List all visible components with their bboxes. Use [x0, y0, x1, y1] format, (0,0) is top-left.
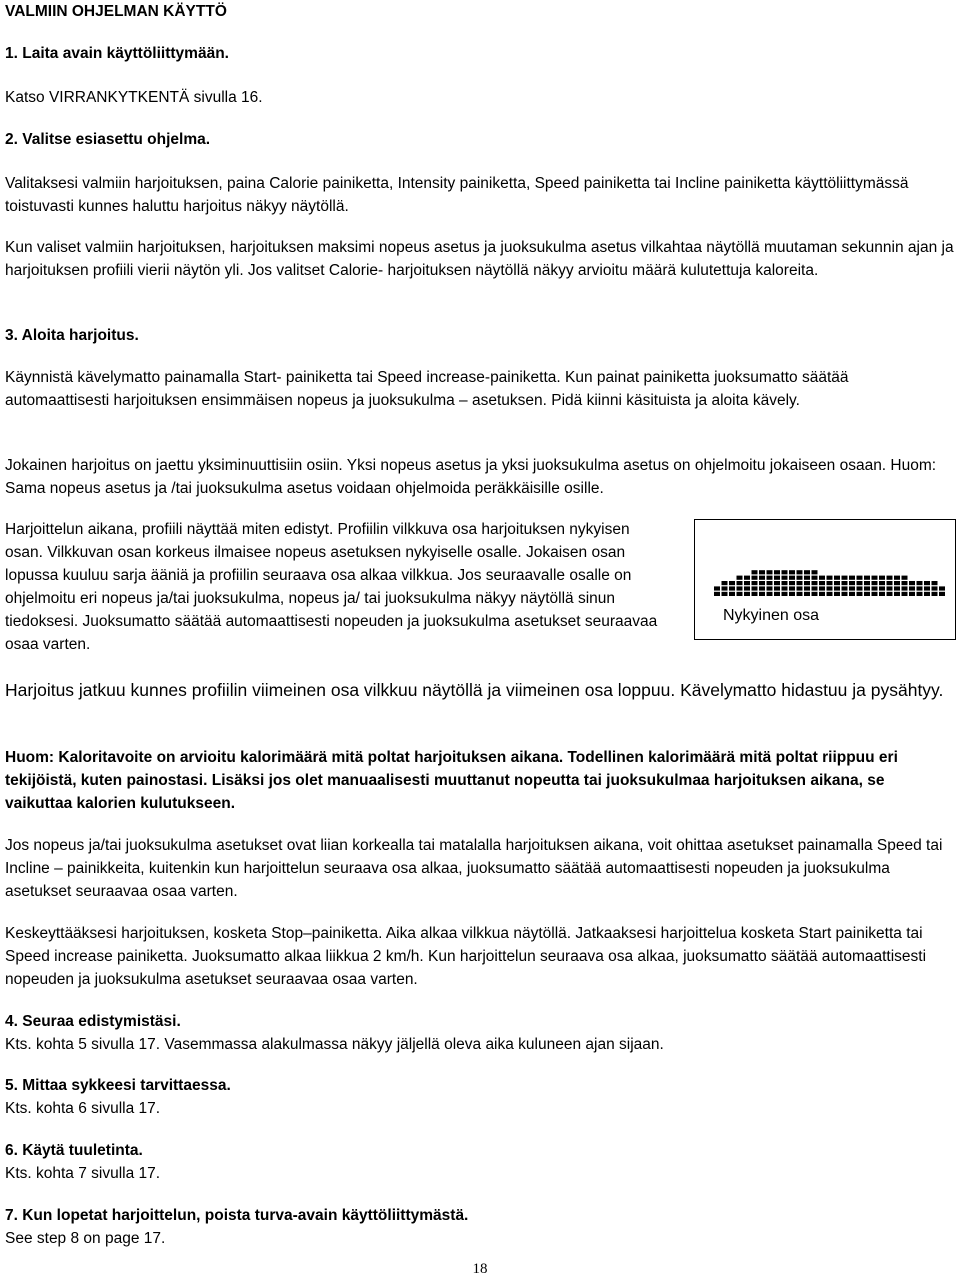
profile-segment-block: [737, 581, 743, 585]
profile-segment-block: [827, 576, 833, 580]
step3-paragraph-3: Harjoittelun aikana, profiili näyttää miten edistyt. Profiilin vilkkuva osa harjoituksen nykyisen osan. Vilkkuvan osan korkeus ilmaisee nopeus asetuksen nykyiselle osalle. Jokaisen osan lopussa kuuluu sarja ääniä ja profiilin seuraava osa alkaa vilkkua. Jos seuraavalle osalle on ohjelmoitu eri nopeus ja/tai juoksukulma, nopeus ja/ tai juoksukulma näkyy näytöllä sinun tiedoksesi. Juoksumatto säätää automaattisesti nopeuden ja juoksukulma asetukset seuraavaa osaa varten.: [5, 521, 658, 653]
profile-segment-block: [812, 592, 818, 596]
profile-segment-block: [939, 586, 945, 590]
profile-segment-block: [849, 592, 855, 596]
profile-segment-block: [902, 581, 908, 585]
profile-segment-block: [834, 586, 840, 590]
profile-segment-block: [759, 581, 765, 585]
step7-text: See step 8 on page 17.: [5, 1230, 166, 1247]
profile-segment-block: [842, 576, 848, 580]
step2-paragraph-1: Valitaksesi valmiin harjoituksen, paina Calorie painiketta, Intensity painiketta, Speed painiketta tai Incline painiketta käyttöliittymässä toistuvasti kunnes haluttu harjoitus näkyy näytöllä.: [5, 175, 909, 215]
profile-segment-block: [759, 592, 765, 596]
profile-segment-block: [804, 581, 810, 585]
profile-segment-block: [909, 592, 915, 596]
profile-segment-block: [737, 576, 743, 580]
profile-segment-block: [909, 586, 915, 590]
step7-heading: 7. Kun lopetat harjoittelun, poista turva-avain käyttöliittymästä.: [5, 1207, 469, 1224]
profile-segment-block: [789, 592, 795, 596]
profile-segment-block: [894, 576, 900, 580]
profile-segment-block: [887, 592, 893, 596]
profile-segment-block: [932, 592, 938, 596]
profile-segment-block: [744, 592, 750, 596]
profile-segment-block: [804, 586, 810, 590]
profile-segment-block: [924, 592, 930, 596]
profile-segment-block: [819, 576, 825, 580]
profile-segment-block: [902, 586, 908, 590]
profile-segment-block: [812, 586, 818, 590]
profile-segment-block: [849, 581, 855, 585]
profile-segment-block: [857, 592, 863, 596]
profile-segment-block: [827, 581, 833, 585]
profile-segment-block: [879, 592, 885, 596]
profile-segment-block: [774, 581, 780, 585]
profile-segment-block: [864, 581, 870, 585]
profile-segment-block: [714, 592, 720, 596]
profile-segment-block: [819, 581, 825, 585]
profile-segment-block: [714, 586, 720, 590]
profile-segment-block: [932, 586, 938, 590]
profile-segment-block: [789, 581, 795, 585]
profile-display: [694, 519, 956, 640]
profile-segment-block: [782, 581, 788, 585]
step1-heading: 1. Laita avain käyttöliittymään.: [5, 45, 229, 62]
step4-text: Kts. kohta 5 sivulla 17. Vasemmassa alakulmassa näkyy jäljellä oleva aika kuluneen ajan sijaan.: [5, 1036, 664, 1053]
profile-segment-block: [857, 586, 863, 590]
profile-segment-block: [774, 592, 780, 596]
profile-segment-block: [827, 592, 833, 596]
profile-segment-block: [752, 570, 758, 574]
calorie-note: Huom: Kaloritavoite on arvioitu kalorimäärä mitä poltat harjoituksen aikana. Todellinen kalorimäärä mitä poltat riippuu eri tekijöistä, kuten painostasi. Lisäksi jos olet manuaalisesti muuttanut nopeutta tai juoksukulmaa harjoituksen aikana, se vaikuttaa kalorien kulutukseen.: [5, 749, 898, 812]
profile-segment-block: [894, 581, 900, 585]
profile-segment-block: [789, 586, 795, 590]
profile-segment-block: [767, 570, 773, 574]
profile-segment-block: [722, 581, 728, 585]
page-title: VALMIIN OHJELMAN KÄYTTÖ: [5, 3, 227, 20]
profile-segment-block: [917, 586, 923, 590]
profile-segment-block: [872, 576, 878, 580]
profile-segment-block: [909, 581, 915, 585]
profile-segment-block: [812, 570, 818, 574]
profile-segment-block: [842, 581, 848, 585]
profile-segment-block: [939, 592, 945, 596]
profile-segment-block: [834, 576, 840, 580]
profile-segment-block: [744, 576, 750, 580]
profile-segment-block: [857, 576, 863, 580]
profile-segment-block: [842, 586, 848, 590]
profile-segment-block: [872, 592, 878, 596]
profile-segment-block: [797, 592, 803, 596]
profile-segment-block: [789, 570, 795, 574]
profile-segment-block: [752, 576, 758, 580]
step3-paragraph-5: Jos nopeus ja/tai juoksukulma asetukset ovat liian korkealla tai matalalla harjoituksen aikana, voit ohittaa asetukset painamalla Speed tai Incline – painikkeita, kuitenkin kun harjoittelun seuraava osa alkaa, juoksumatto säätää automaattisesti nopeuden ja juoksukulma asetukset seuraavaa osaa varten.: [5, 837, 943, 900]
profile-segment-block: [864, 586, 870, 590]
profile-segment-block: [759, 576, 765, 580]
profile-segment-block: [864, 592, 870, 596]
step6-heading: 6. Käytä tuuletinta.: [5, 1142, 143, 1159]
profile-segment-block: [744, 586, 750, 590]
profile-segment-block: [797, 581, 803, 585]
profile-segment-block: [767, 592, 773, 596]
profile-segment-block: [797, 570, 803, 574]
profile-segment-block: [917, 592, 923, 596]
step5-heading: 5. Mittaa sykkeesi tarvittaessa.: [5, 1077, 231, 1094]
profile-segment-block: [819, 586, 825, 590]
profile-segment-block: [767, 576, 773, 580]
profile-segment-block: [782, 570, 788, 574]
profile-segment-block: [759, 570, 765, 574]
profile-segment-block: [887, 581, 893, 585]
step3-heading: 3. Aloita harjoitus.: [5, 327, 139, 344]
profile-segment-block: [722, 592, 728, 596]
profile-segment-block: [744, 581, 750, 585]
profile-segment-block: [932, 581, 938, 585]
profile-segment-block: [834, 592, 840, 596]
profile-segment-block: [774, 576, 780, 580]
profile-segment-block: [887, 586, 893, 590]
profile-segment-block: [752, 581, 758, 585]
step3-paragraph-1: Käynnistä kävelymatto painamalla Start- painiketta tai Speed increase-painiketta. Kun painat painiketta juoksumatto säätää automaattisesti harjoituksen ensimmäisen nopeus ja juoksukulma – asetuksen. Pidä kiinni käsituista ja aloita kävely.: [5, 369, 849, 409]
profile-segment-block: [834, 581, 840, 585]
profile-segment-block: [759, 586, 765, 590]
profile-segment-block: [774, 586, 780, 590]
step3-paragraph-2: Jokainen harjoitus on jaettu yksiminuuttisiin osiin. Yksi nopeus asetus ja yksi juoksukulma asetus on ohjelmoitu jokaiseen osaan. Huom: Sama nopeus asetus ja /tai juoksukulma asetus voidaan ohjelmoida peräkkäisille osille.: [5, 457, 937, 497]
step5-text: Kts. kohta 6 sivulla 17.: [5, 1100, 161, 1117]
profile-segment-block: [797, 576, 803, 580]
step2-paragraph-2: Kun valiset valmiin harjoituksen, harjoituksen maksimi nopeus asetus ja juoksukulma asetus vilkahtaa näytöllä muutaman sekunnin ajan ja harjoituksen profiili vierii näytön yli. Jos valitset Calorie- harjoituksen näytöllä näkyy arvioitu määrä kulutettuja kaloreita.: [5, 239, 954, 279]
step3-paragraph-6: Keskeyttääksesi harjoituksen, kosketa Stop–painiketta. Aika alkaa vilkkua näytöllä. Jatkaaksesi harjoittelua kosketa Start painiketta tai Speed increase painiketta. Juoksumatto alkaa liikkua 2 km/h. Kun harjoittelun seuraava osa alkaa, juoksumatto säätää automaattisesti nopeuden ja juoksukulma asetukset seuraavaa osaa varten.: [5, 925, 927, 988]
profile-segment-block: [894, 592, 900, 596]
profile-segment-block: [729, 581, 735, 585]
profile-segment-block: [774, 570, 780, 574]
profile-segment-block: [879, 581, 885, 585]
profile-segment-block: [924, 586, 930, 590]
profile-segment-block: [872, 586, 878, 590]
profile-segment-block: [812, 581, 818, 585]
profile-segment-block: [752, 586, 758, 590]
profile-segment-block: [887, 576, 893, 580]
profile-segment-block: [894, 586, 900, 590]
profile-segment-block: [804, 576, 810, 580]
profile-segment-block: [752, 592, 758, 596]
profile-segment-block: [924, 581, 930, 585]
profile-segment-block: [827, 586, 833, 590]
profile-segment-block: [864, 576, 870, 580]
profile-segment-block: [782, 586, 788, 590]
step4-heading: 4. Seuraa edistymistäsi.: [5, 1013, 181, 1030]
profile-segment-block: [879, 586, 885, 590]
profile-segment-block: [857, 581, 863, 585]
step2-heading: 2. Valitse esiasettu ohjelma.: [5, 131, 211, 148]
profile-segment-block: [849, 576, 855, 580]
profile-segment-block: [902, 576, 908, 580]
profile-segment-block: [729, 586, 735, 590]
profile-segment-block: [797, 586, 803, 590]
profile-segment-block: [902, 592, 908, 596]
step6-text: Kts. kohta 7 sivulla 17.: [5, 1165, 161, 1182]
profile-segment-block: [879, 576, 885, 580]
profile-segment-block: [767, 586, 773, 590]
profile-segment-block: [782, 576, 788, 580]
profile-segment-block: [849, 586, 855, 590]
profile-segment-block: [737, 592, 743, 596]
profile-segment-block: [819, 592, 825, 596]
profile-segment-block: [804, 592, 810, 596]
profile-segment-block: [722, 586, 728, 590]
step3-paragraph-4: Harjoitus jatkuu kunnes profiilin viimeinen osa vilkkuu näytöllä ja viimeinen osa loppuu. Kävelymatto hidastuu ja pysähtyy.: [5, 680, 944, 700]
profile-segment-block: [872, 581, 878, 585]
profile-segment-block: [804, 570, 810, 574]
profile-segment-block: [812, 576, 818, 580]
page-number: 18: [472, 1261, 488, 1277]
profile-segment-block: [767, 581, 773, 585]
profile-segment-block: [782, 592, 788, 596]
profile-label: Nykyinen osa: [723, 607, 820, 624]
profile-segment-block: [842, 592, 848, 596]
profile-segment-block: [729, 592, 735, 596]
profile-segment-block: [789, 576, 795, 580]
profile-segment-block: [917, 581, 923, 585]
profile-segment-block: [737, 586, 743, 590]
step1-text: Katso VIRRANKYTKENTÄ sivulla 16.: [5, 89, 263, 106]
